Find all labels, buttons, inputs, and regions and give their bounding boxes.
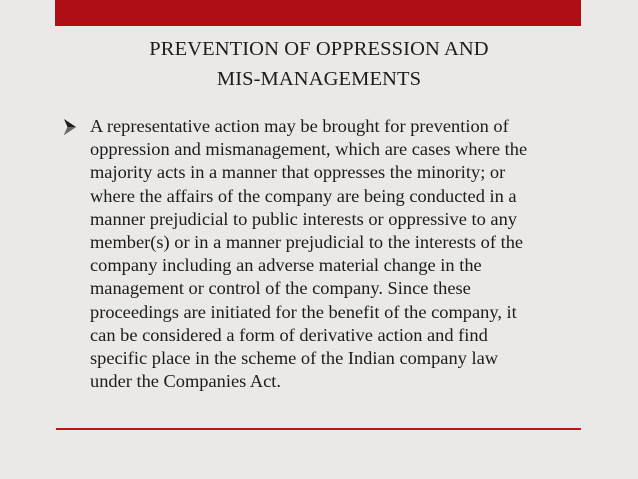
bullet-line: member(s) or in a manner prejudicial to the interests of the bbox=[90, 232, 524, 253]
title-line-2: MIS-MANAGEMENTS bbox=[216, 68, 422, 90]
bullet-point bbox=[63, 115, 603, 393]
bullet-line: proceedings are initiated for the benefit of the company, it bbox=[90, 301, 517, 322]
bullet-line: A representative action may be brought for prevention of bbox=[90, 116, 509, 136]
bullet-line: specific place in the scheme of the Indian company law bbox=[90, 348, 499, 369]
bullet-line: management or control of the company. Since these bbox=[90, 278, 471, 299]
bullet-text bbox=[90, 115, 603, 393]
bullet-line: manner prejudicial to public interests or oppressive to any bbox=[90, 208, 517, 229]
title-line-1: PREVENTION OF OPPRESSION AND bbox=[149, 38, 489, 60]
bullet-line: where the affairs of the company are being conducted in a bbox=[90, 185, 517, 206]
bullet-line: under the Companies Act. bbox=[90, 371, 282, 392]
bullet-line: oppression and mismanagement, which are cases where the bbox=[90, 139, 528, 160]
arrow-bullet-icon bbox=[63, 118, 77, 136]
top-accent-bar bbox=[55, 0, 581, 26]
slide-title bbox=[0, 34, 638, 94]
bullet-line: majority acts in a manner that oppresses the minority; or bbox=[90, 162, 506, 183]
bullet-line: company including an adverse material change in the bbox=[90, 255, 482, 276]
bullet-line: can be considered a form of derivative action and find bbox=[90, 324, 488, 345]
bottom-divider bbox=[56, 428, 581, 430]
